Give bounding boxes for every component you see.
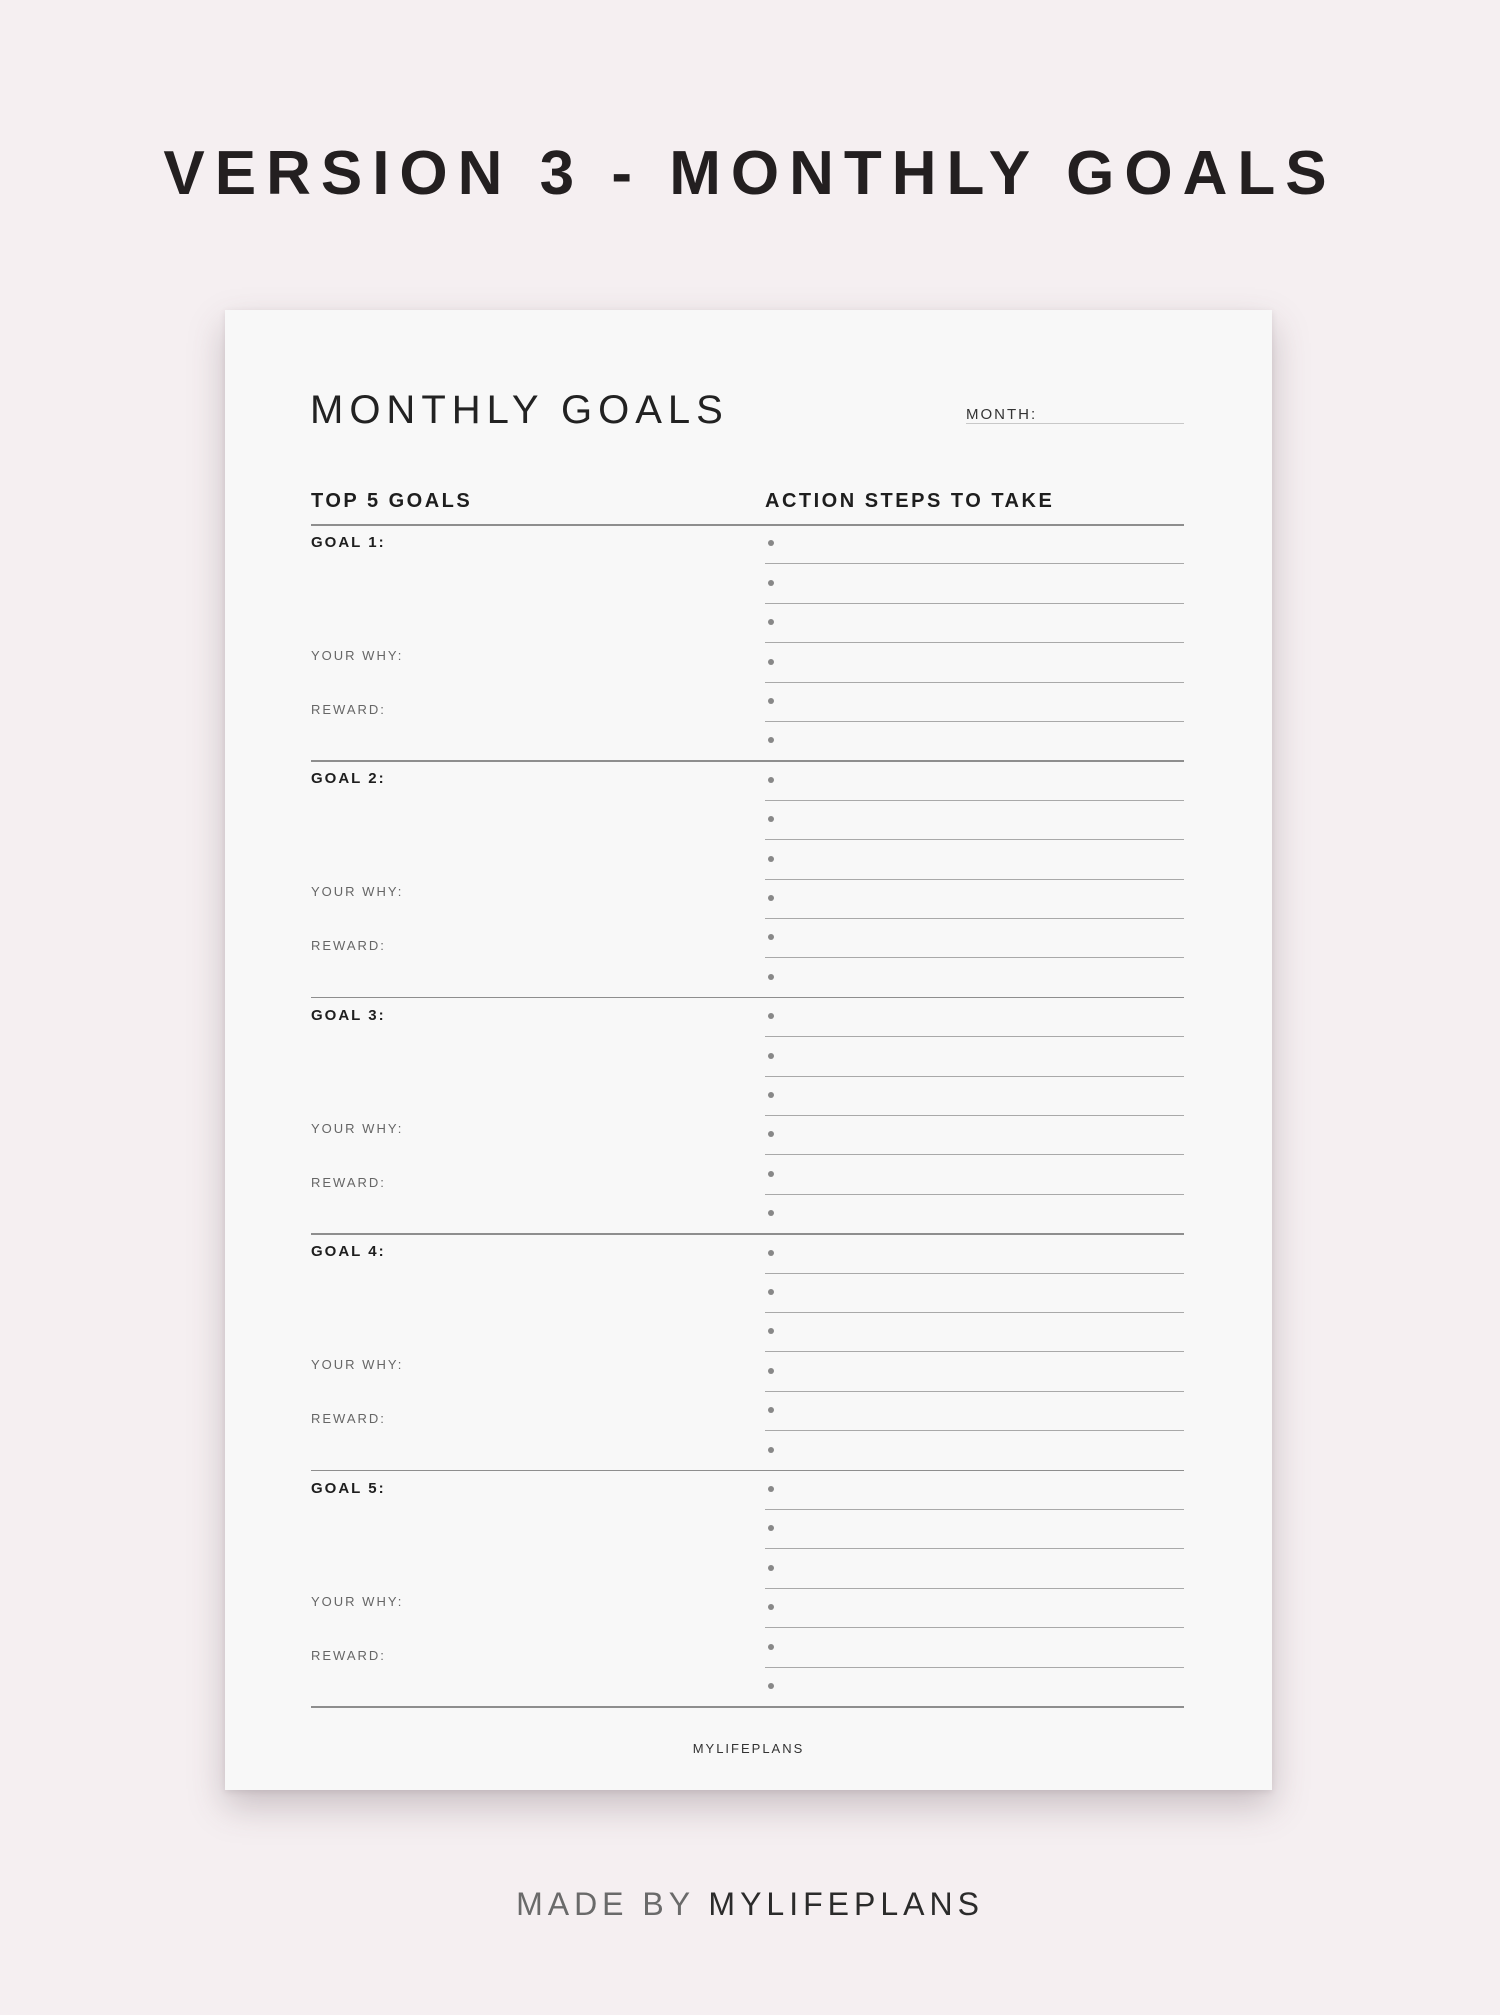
credit-prefix: MADE BY [516,1886,695,1922]
credit-brand: MYLIFEPLANS [708,1886,984,1922]
action-step-line [765,642,1184,643]
action-step-line [765,682,1184,683]
action-step-line [765,1194,1184,1195]
action-step-line [765,1115,1184,1116]
reward-label: REWARD: [311,938,386,954]
action-step-bullet [768,777,774,783]
action-step-bullet [768,1525,774,1531]
action-step-bullet [768,1131,774,1137]
planner-sheet [225,310,1272,1790]
action-step-bullet [768,856,774,862]
action-step-bullet [768,698,774,704]
action-step-line [765,1154,1184,1155]
goal-divider [311,1470,1184,1472]
your-why-label: YOUR WHY: [311,884,404,900]
page-headline: VERSION 3 - MONTHLY GOALS [163,139,1337,208]
goal-label: GOAL 2: [311,770,386,788]
action-step-bullet [768,1683,774,1689]
goal-divider [311,997,1184,999]
action-step-bullet [768,619,774,625]
action-step-line [765,1273,1184,1274]
action-step-bullet [768,1565,774,1571]
action-step-bullet [768,580,774,586]
goal-label: GOAL 4: [311,1243,386,1261]
action-step-bullet [768,1210,774,1216]
sheet-title: MONTHLY GOALS [310,388,729,432]
month-field-line [966,423,1184,424]
action-step-bullet [768,1013,774,1019]
your-why-label: YOUR WHY: [311,1120,404,1136]
reward-label: REWARD: [311,1647,386,1663]
action-step-bullet [768,659,774,665]
goal-divider [311,1233,1184,1235]
action-step-line [765,1351,1184,1352]
action-step-bullet [768,974,774,980]
action-step-line [765,563,1184,564]
action-step-bullet [768,816,774,822]
goal-divider [311,760,1184,762]
sheet-footer-brand: MYLIFEPLANS [692,1741,805,1756]
reward-label: REWARD: [311,1174,386,1190]
action-step-bullet [768,540,774,546]
action-step-line [765,1076,1184,1077]
your-why-label: YOUR WHY: [311,648,404,663]
top-goals-heading: TOP 5 GOALS [311,490,473,512]
action-step-bullet [768,1447,774,1453]
action-step-bullet [768,1289,774,1295]
goal-label: GOAL 3: [311,1006,386,1024]
month-label: MONTH: [966,406,1038,423]
action-step-bullet [768,1486,774,1492]
your-why-label: YOUR WHY: [311,1357,404,1373]
action-step-line [765,721,1184,722]
goal-label: GOAL 5: [311,1479,386,1497]
action-step-line [765,1391,1184,1392]
action-step-line [765,879,1184,880]
action-step-bullet [768,1328,774,1334]
action-steps-heading: ACTION STEPS TO TAKE [765,490,1055,512]
action-step-line [765,839,1184,840]
action-step-line [765,1588,1184,1589]
goal-label: GOAL 1: [311,534,386,551]
action-step-bullet [768,737,774,743]
action-step-line [765,1667,1184,1668]
reward-label: REWARD: [311,702,386,717]
action-step-bullet [768,895,774,901]
made-by-credit [0,1886,1500,1923]
action-step-line [765,603,1184,604]
action-step-bullet [768,1092,774,1098]
reward-label: REWARD: [311,1411,386,1427]
action-step-bullet [768,1053,774,1059]
action-step-bullet [768,934,774,940]
your-why-label: YOUR WHY: [311,1593,404,1609]
action-step-bullet [768,1171,774,1177]
action-step-line [765,1509,1184,1510]
action-step-line [765,1548,1184,1549]
action-step-bullet [768,1604,774,1610]
action-step-bullet [768,1644,774,1650]
action-step-bullet [768,1368,774,1374]
goal-divider [311,1706,1184,1708]
action-step-line [765,1430,1184,1431]
header-rule [311,524,1184,526]
action-step-line [765,800,1184,801]
action-step-line [765,957,1184,958]
action-step-line [765,1036,1184,1037]
action-step-line [765,918,1184,919]
action-step-line [765,1627,1184,1628]
action-step-bullet [768,1407,774,1413]
action-step-bullet [768,1250,774,1256]
action-step-line [765,1312,1184,1313]
